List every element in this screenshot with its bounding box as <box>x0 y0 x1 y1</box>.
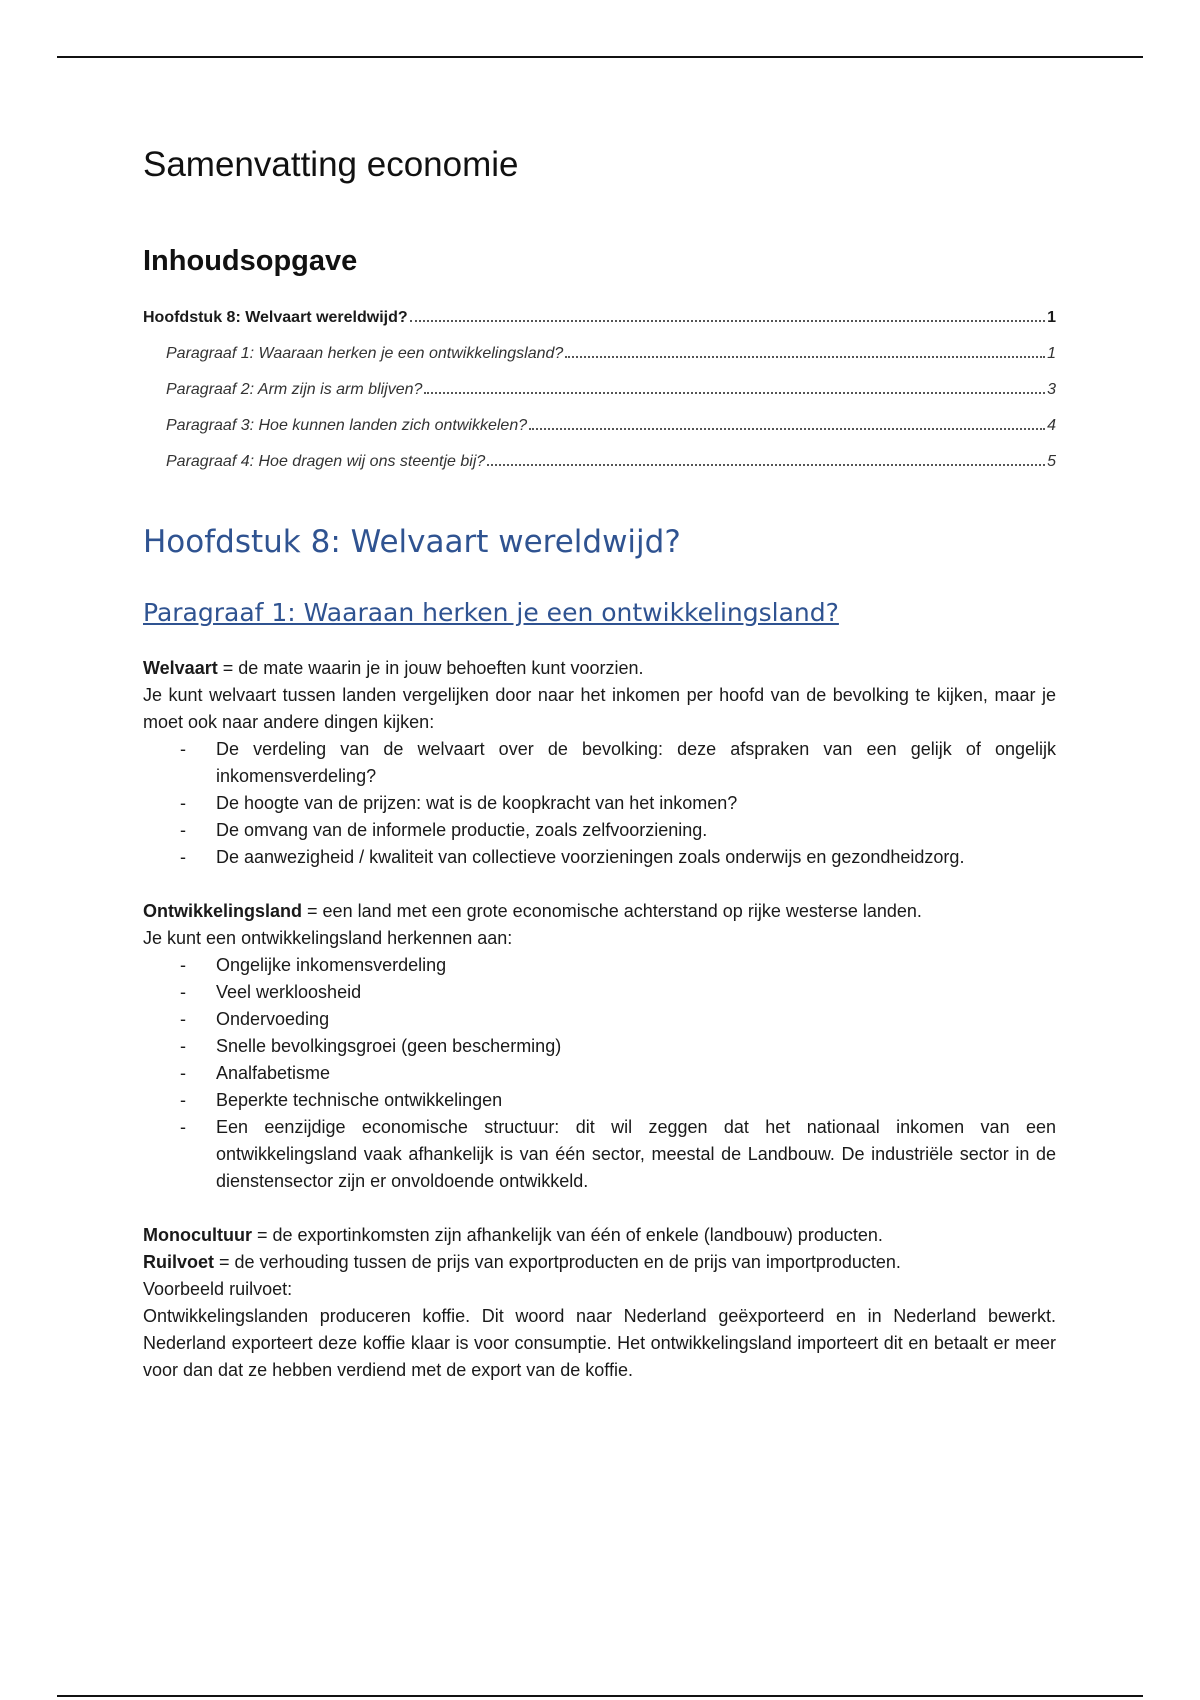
toc-heading: Inhoudsopgave <box>143 245 358 277</box>
welvaart-block <box>143 655 1056 871</box>
list-item: - Snelle bevolkingsgroei (geen bescherming) <box>216 1033 1056 1060</box>
toc-entry-label: Paragraaf 1: Waaraan herken je een ontwikkelingsland? <box>166 345 564 362</box>
ruilvoet-example-label: Voorbeeld ruilvoet: <box>143 1279 293 1299</box>
toc-entry-paragraaf-4[interactable] <box>143 444 1056 480</box>
ontwikkelingsland-term: Ontwikkelingsland <box>143 901 303 921</box>
list-item: - Beperkte technische ontwikkelingen <box>216 1087 1056 1114</box>
toc-entry-paragraaf-2[interactable] <box>143 372 1056 408</box>
table-of-contents <box>143 300 1056 480</box>
list-item: - Een eenzijdige economische structuur: dit wil zeggen dat het nationaal inkomen van een ontwikkelingsland vaak afhankelijk is van één sector, meestal de Landbouw. De industriële sector in de dienstensector zijn er onvoldoende ontwikkeld. <box>216 1114 1056 1195</box>
toc-leader-dots <box>565 356 1045 358</box>
toc-entry-chapter-8[interactable] <box>143 300 1056 336</box>
footer-rule <box>57 1695 1143 1697</box>
ontwikkelingsland-definition <box>143 898 1056 925</box>
document-page <box>143 130 1056 1384</box>
toc-leader-dots <box>487 464 1045 466</box>
toc-leader-dots <box>410 320 1045 322</box>
toc-page-number: 1 <box>1047 309 1056 326</box>
welvaart-definition <box>143 655 1056 682</box>
toc-entry-paragraaf-3[interactable] <box>143 408 1056 444</box>
monocultuur-definition-text: = de exportinkomsten zijn afhankelijk van één of enkele (landbouw) producten. <box>251 1225 883 1245</box>
section-heading: Paragraaf 1: Waaraan herken je een ontwikkelingsland? <box>143 598 839 627</box>
ruilvoet-term: Ruilvoet <box>143 1252 215 1272</box>
toc-entry-label: Paragraaf 4: Hoe dragen wij ons steentje bij? <box>166 453 486 470</box>
ruilvoet-example-text: Ontwikkelingslanden produceren koffie. Dit woord naar Nederland geëxporteerd en in Nederland bewerkt. Nederland exporteert deze koffie klaar is voor consumptie. Het ontwikkelingsland importeert dit en betaalt er meer voor dan dat ze hebben verdiend met de export van de koffie. <box>143 1306 1056 1380</box>
ontwikkelingsland-definition-text: = een land met een grote economische achterstand op rijke westerse landen. <box>302 901 922 921</box>
monocultuur-definition <box>143 1222 1056 1249</box>
welvaart-list <box>143 736 1056 871</box>
list-item: - De aanwezigheid / kwaliteit van collectieve voorzieningen zoals onderwijs en gezondheidzorg. <box>216 844 1056 871</box>
list-item: - Ondervoeding <box>216 1006 1056 1033</box>
ontwikkelingsland-list <box>143 952 1056 1195</box>
toc-leader-dots <box>424 392 1045 394</box>
ontwikkelingsland-intro: Je kunt een ontwikkelingsland herkennen aan: <box>143 928 513 948</box>
list-item: - De omvang van de informele productie, zoals zelfvoorziening. <box>216 817 1056 844</box>
monocultuur-term: Monocultuur <box>143 1225 252 1245</box>
list-item: - Ongelijke inkomensverdeling <box>216 952 1056 979</box>
welvaart-term: Welvaart <box>143 658 218 678</box>
ontwikkelingsland-block <box>143 898 1056 1195</box>
toc-leader-dots <box>529 428 1045 430</box>
toc-entry-paragraaf-1[interactable] <box>143 336 1056 372</box>
toc-entry-label: Paragraaf 2: Arm zijn is arm blijven? <box>166 381 423 398</box>
toc-entry-label: Paragraaf 3: Hoe kunnen landen zich ontwikkelen? <box>166 417 528 434</box>
toc-page-number: 3 <box>1047 381 1056 398</box>
document-title: Samenvatting economie <box>143 145 519 184</box>
welvaart-intro: Je kunt welvaart tussen landen vergelijken door naar het inkomen per hoofd van de bevolking te kijken, maar je moet ook naar andere dingen kijken: <box>143 685 1056 732</box>
toc-page-number: 1 <box>1047 345 1056 362</box>
list-item: - Analfabetisme <box>216 1060 1056 1087</box>
monocultuur-ruilvoet-block <box>143 1222 1056 1384</box>
list-item: - De hoogte van de prijzen: wat is de koopkracht van het inkomen? <box>216 790 1056 817</box>
toc-entry-label: Hoofdstuk 8: Welvaart wereldwijd? <box>143 309 408 326</box>
ruilvoet-definition-text: = de verhouding tussen de prijs van exportproducten en de prijs van importproducten. <box>214 1252 901 1272</box>
toc-page-number: 4 <box>1047 417 1056 434</box>
chapter-heading: Hoofdstuk 8: Welvaart wereldwijd? <box>143 524 681 560</box>
list-item: - Veel werkloosheid <box>216 979 1056 1006</box>
ruilvoet-definition <box>143 1249 1056 1276</box>
list-item: - De verdeling van de welvaart over de bevolking: deze afspraken van een gelijk of ongelijk inkomensverdeling? <box>216 736 1056 790</box>
toc-page-number: 5 <box>1047 453 1056 470</box>
welvaart-definition-text: = de mate waarin je in jouw behoeften kunt voorzien. <box>217 658 644 678</box>
header-rule <box>57 56 1143 58</box>
